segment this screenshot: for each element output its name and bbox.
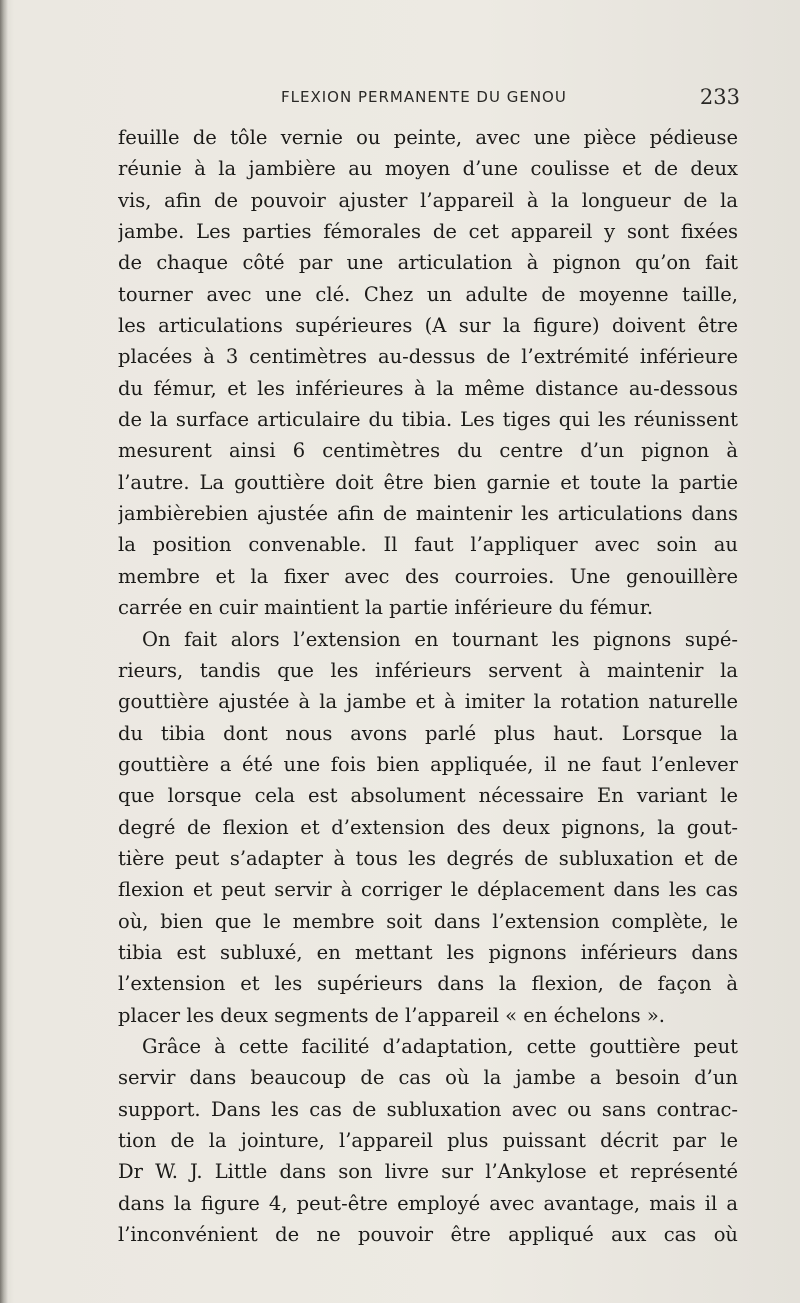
text-line: feuille de tôle vernie ou peinte, avec une pièce pédieuse xyxy=(118,126,738,149)
page-number: 233 xyxy=(699,85,740,109)
paragraph-start-line: Grâce à cette facilité d’adaptation, cette gouttière peut xyxy=(142,1034,738,1058)
text-line: gouttière a été une fois bien appliquée, il ne faut l’enlever xyxy=(118,752,738,776)
text-line: jambièrebien ajustée afin de maintenir les articulations dans xyxy=(118,502,738,526)
text-line: servir dans beaucoup de cas où la jambe a besoin d’un xyxy=(118,1066,738,1090)
text-line: degré de flexion et d’extension des deux pignons, la gout- xyxy=(118,815,738,839)
text-line: tière peut s’adapter à tous les degrés de subluxation et de xyxy=(118,846,738,870)
text-line: tourner avec une clé. Chez un adulte de moyenne taille, xyxy=(118,282,738,306)
text-line: l’inconvénient de ne pouvoir être appliqué aux cas où xyxy=(118,1223,738,1247)
text-line: jambe. Les parties fémorales de cet appareil y sont fixées xyxy=(118,220,738,244)
text-line: de la surface articulaire du tibia. Les tiges qui les réunissent xyxy=(118,408,738,432)
running-head: FLEXION PERMANENTE DU GENOU xyxy=(281,88,567,106)
text-line: où, bien que le membre soit dans l’extension complète, le xyxy=(118,909,738,933)
text-line: tibia est subluxé, en mettant les pignons inférieurs dans xyxy=(118,940,738,964)
page-binding-edge xyxy=(0,0,8,1303)
text-line: membre et la fixer avec des courroies. Une genouillère xyxy=(118,564,738,588)
paragraph-start-line: On fait alors l’extension en tournant les pignons supé- xyxy=(142,627,738,651)
text-line: que lorsque cela est absolument nécessaire En variant le xyxy=(118,784,738,808)
text-line: tion de la jointure, l’appareil plus puissant décrit par le xyxy=(118,1129,738,1152)
text-line: de chaque côté par une articulation à pignon qu’on fait xyxy=(118,251,738,275)
text-line: gouttière ajustée à la jambe et à imiter la rotation naturelle xyxy=(118,690,738,714)
paragraph-end-line: placer les deux segments de l’appareil « en échelons ». xyxy=(118,1003,666,1027)
paragraph-end-line: carrée en cuir maintient la partie inférieure du fémur. xyxy=(118,596,654,620)
body-text xyxy=(118,122,738,1250)
text-line: dans la figure 4, peut-être employé avec avantage, mais il a xyxy=(118,1191,738,1215)
text-line: rieurs, tandis que les inférieurs servent à maintenir la xyxy=(118,658,738,682)
text-line: du tibia dont nous avons parlé plus haut. Lorsque la xyxy=(118,721,738,745)
text-line: l’autre. La gouttière doit être bien garnie et toute la partie xyxy=(118,470,738,494)
text-line: vis, afin de pouvoir ajuster l’appareil à la longueur de la xyxy=(118,188,738,212)
text-line: l’extension et les supérieurs dans la flexion, de façon à xyxy=(118,972,738,996)
text-line: placées à 3 centimètres au-dessus de l’extrémité inférieure xyxy=(118,345,738,369)
text-line: flexion et peut servir à corriger le déplacement dans les cas xyxy=(118,878,738,902)
text-line: support. Dans les cas de subluxation avec ou sans contrac- xyxy=(118,1097,738,1121)
text-line: la position convenable. Il faut l’appliquer avec soin au xyxy=(118,533,738,557)
text-line: réunie à la jambière au moyen d’une coulisse et de deux xyxy=(118,157,738,181)
text-line: Dr W. J. Little dans son livre sur l’Ankylose et représenté xyxy=(118,1160,738,1184)
text-line: mesurent ainsi 6 centimètres du centre d’un pignon à xyxy=(118,439,738,463)
text-line: du fémur, et les inférieures à la même distance au-dessous xyxy=(118,376,738,400)
page-header xyxy=(118,85,740,112)
text-line: les articulations supérieures (A sur la figure) doivent être xyxy=(118,314,738,338)
